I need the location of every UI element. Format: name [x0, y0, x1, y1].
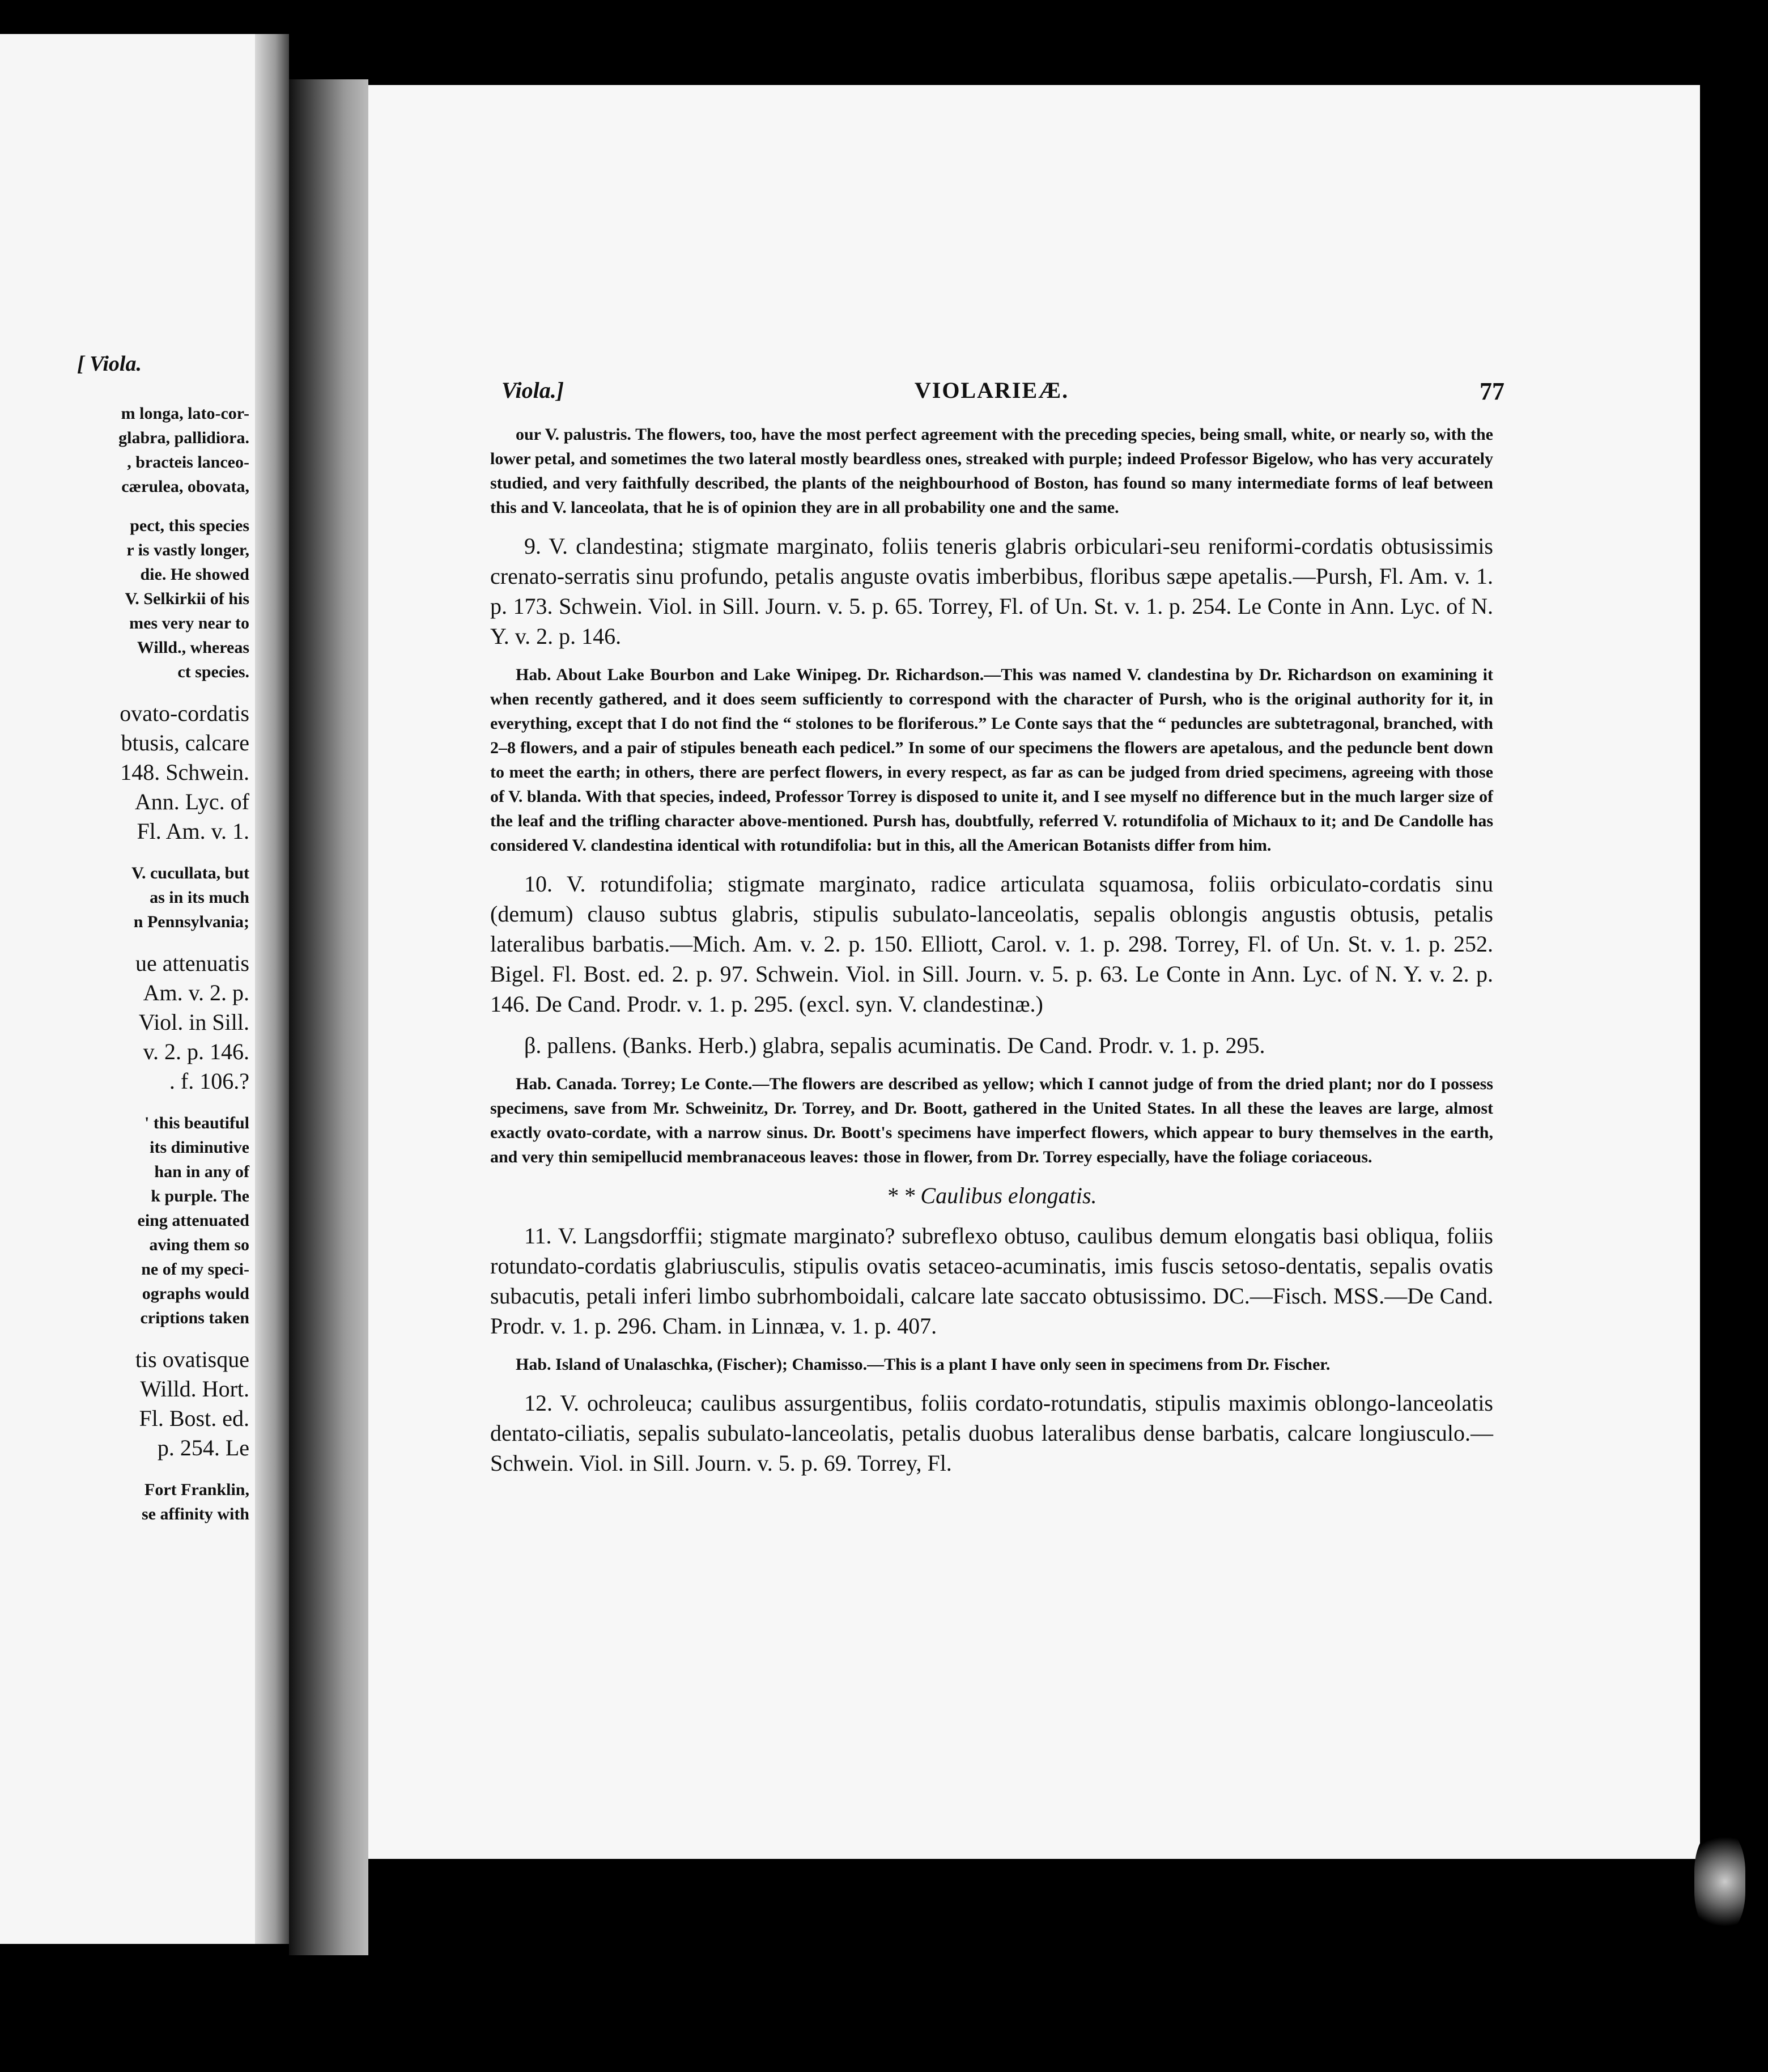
running-head-left: Viola.] [502, 377, 564, 403]
species-entry: 11. V. Langsdorffii; stigmate marginato? subreflexo obtuso, caulibus demum elongatis basi obliqua, foliis rotundato-cordatis glabriusculis, stipulis ovatis setaceo-acuminatis, imis fuscis setoso-dentatis, sepalis ovatis subacutis, petali inferi limbo subrhomboidali, calcare late saccato obtusissimo. DC.—Fisch. MSS.—De Cand. Prodr. v. 1. p. 296. Cham. in Linnæa, v. 1. p. 407. [490, 1223, 1493, 1339]
right-page [368, 85, 1700, 1859]
left-text-line: v. 2. p. 146. [143, 1039, 249, 1064]
left-text-line: p. 254. Le [157, 1435, 249, 1460]
left-text-line: aving them so [149, 1235, 249, 1254]
page-scuff-mark [1694, 1831, 1745, 1933]
left-text-line: its diminutive [150, 1138, 249, 1157]
left-text-line: Willd., whereas [137, 638, 249, 657]
body-text [490, 422, 1493, 1478]
habitat-note: Hab. About Lake Bourbon and Lake Winipeg. Dr. Richardson.—This was named V. clandestina by Dr. Richardson on examining it when recently gathered, and it does seem sufficiently to correspond with the character of Pursh, who is the original authority for it, in everything, except that I do not find the “ stolones to be floriferous.” Le Conte says that the “ peduncles are subtetragonal, branched, with 2–8 flowers, and a pair of stipules beneath each pedicel.” In some of our specimens the flowers are apetalous, and the peduncle bent down to meet the earth; in others, there are perfect flowers, in every respect, as far as can be judged from dried specimens, agreeing with those of V. blanda. With that species, indeed, Professor Torrey is disposed to unite it, and I see myself no difference but in the much larger size of the leaf and the trifling character above-mentioned. Pursh has, doubtfully, referred V. rotundifolia of Michaux to it; and De Candolle has considered V. clandestina identical with rotundifolia: but in this, all the American Botanists differ from him. [490, 665, 1493, 855]
left-text-line: k purple. The [151, 1187, 249, 1205]
habitat-note: Hab. Canada. Torrey; Le Conte.—The flowers are described as yellow; which I cannot judge of from the dried plant; nor do I possess specimens, save from Mr. Schweinitz, Dr. Torrey, and Dr. Boott, gathered in the United States. In all these the leaves are large, almost exactly ovato-cordate, with a narrow sinus. Dr. Boott's specimens have imperfect flowers, which appear to bury themselves in the earth, and very thin semipellucid membranaceous leaves: those in flower, from Dr. Torrey especially, have the foliage coriaceous. [490, 1075, 1493, 1166]
left-page [0, 34, 289, 1944]
left-text-line: r is vastly longer, [126, 541, 249, 559]
left-text-line: ne of my speci- [141, 1260, 249, 1279]
species-entry: 9. V. clandestina; stigmate marginato, foliis teneris glabris orbiculari-seu reniformi-cordatis obtusissimis crenato-serratis sinu profundo, petalis anguste ovatis imberbibus, floribus sæpe apetalis.—Pursh, Fl. Am. v. 1. p. 173. Schwein. Viol. in Sill. Journ. v. 5. p. 65. Torrey, Fl. of Un. St. v. 1. p. 254. Le Conte in Ann. Lyc. of N. Y. v. 2. p. 146. [490, 533, 1493, 649]
left-block-d [0, 861, 249, 934]
left-text-line: ue attenuatis [135, 950, 249, 976]
left-text-line: . f. 106.? [169, 1068, 249, 1094]
left-block-e [0, 949, 249, 1096]
left-text-line: Viol. in Sill. [138, 1009, 249, 1035]
page-content [490, 377, 1504, 1489]
left-text-line: Fl. Am. v. 1. [137, 818, 249, 844]
left-text-line: Am. v. 2. p. [143, 980, 249, 1005]
left-text-line: han in any of [154, 1162, 249, 1181]
species-entry: 12. V. ochroleuca; caulibus assurgentibus, foliis cordato-rotundatis, stipulis maximis oblongo-lanceolatis dentato-ciliatis, sepalis subulato-lanceolatis, petalis duobus lateralibus dense barbatis, calcare longiusculo.—Schwein. Viol. in Sill. Journ. v. 5. p. 69. Torrey, Fl. [490, 1390, 1493, 1476]
left-text-line: Willd. Hort. [140, 1376, 249, 1402]
left-text-line: cærulea, obovata, [121, 477, 249, 496]
species-entry: β. pallens. (Banks. Herb.) glabra, sepalis acuminatis. De Cand. Prodr. v. 1. p. 295. [524, 1033, 1265, 1058]
running-head-title: VIOLARIEÆ. [914, 377, 1069, 403]
left-text-line: btusis, calcare [121, 730, 249, 755]
left-text-line: V. Selkirkii of his [125, 589, 249, 608]
left-text-line: as in its much [150, 888, 249, 907]
left-text-line: tis ovatisque [135, 1347, 249, 1372]
left-block-b [0, 513, 249, 684]
left-text-line: Ann. Lyc. of [134, 789, 249, 814]
left-block-g [0, 1345, 249, 1463]
left-text-line: ovato-cordatis [120, 700, 249, 726]
left-text-line: se affinity with [142, 1505, 249, 1523]
left-block-c [0, 699, 249, 846]
left-text-line: eing attenuated [137, 1211, 249, 1230]
left-text-line: criptions taken [140, 1309, 249, 1327]
left-block-h [0, 1477, 249, 1526]
running-head [490, 377, 1504, 411]
left-text-line: mes very near to [129, 614, 249, 632]
habitat-note: Hab. Island of Unalaschka, (Fischer); Chamisso.—This is a plant I have only seen in specimens from Dr. Fischer. [516, 1355, 1331, 1374]
page-edge-shadow [255, 34, 289, 1944]
left-text-line: V. cucullata, but [131, 864, 249, 882]
left-text-line: Fort Franklin, [144, 1480, 249, 1499]
left-running-head: [ Viola. [76, 352, 142, 376]
left-text-line: glabra, pallidiora. [118, 428, 249, 447]
left-block-a [0, 401, 249, 499]
left-text-line: Fl. Bost. ed. [139, 1406, 249, 1431]
left-text-line: die. He showed [140, 565, 249, 584]
section-heading: * * Caulibus elongatis. [886, 1183, 1097, 1208]
left-text-line: pect, this species [130, 516, 249, 535]
page-number: 77 [1480, 377, 1504, 405]
left-text-line: , bracteis lanceo- [127, 453, 249, 472]
left-page-text [0, 351, 249, 1526]
left-block-f [0, 1111, 249, 1330]
left-text-line: ' this beautiful [144, 1114, 249, 1132]
left-text-line: ographs would [142, 1284, 249, 1303]
left-text-line: ct species. [177, 663, 249, 681]
left-text-line: m longa, lato-cor- [121, 404, 249, 423]
species-entry: 10. V. rotundifolia; stigmate marginato, radice articulata squamosa, foliis orbiculato-cordatis sinu (demum) clauso subtus glabris, stipulis subulato-lanceolatis, sepalis oblongis angustis obtusis, petalis lateralibus barbatis.—Mich. Am. v. 2. p. 150. Elliott, Carol. v. 1. p. 298. Torrey, Fl. of Un. St. v. 1. p. 252. Bigel. Fl. Bost. ed. 2. p. 97. Schwein. Viol. in Sill. Journ. v. 5. p. 63. Le Conte in Ann. Lyc. of N. Y. v. 2. p. 146. De Cand. Prodr. v. 1. p. 295. (excl. syn. V. clandestinæ.) [490, 871, 1493, 1017]
book-gutter [289, 79, 368, 1955]
habitat-note: our V. palustris. The flowers, too, have the most perfect agreement with the preceding species, being small, white, or nearly so, with the lower petal, and sometimes the two lateral mostly beardless ones, streaked with purple; indeed Professor Bigelow, who has very accurately studied, and very faithfully described, the plants of the neighbourhood of Boston, has found so many intermediate forms of leaf between this and V. lanceolata, that he is of opinion they are in all probability one and the same. [490, 425, 1493, 517]
left-text-line: n Pennsylvania; [133, 912, 249, 931]
left-text-line: 148. Schwein. [120, 759, 249, 785]
